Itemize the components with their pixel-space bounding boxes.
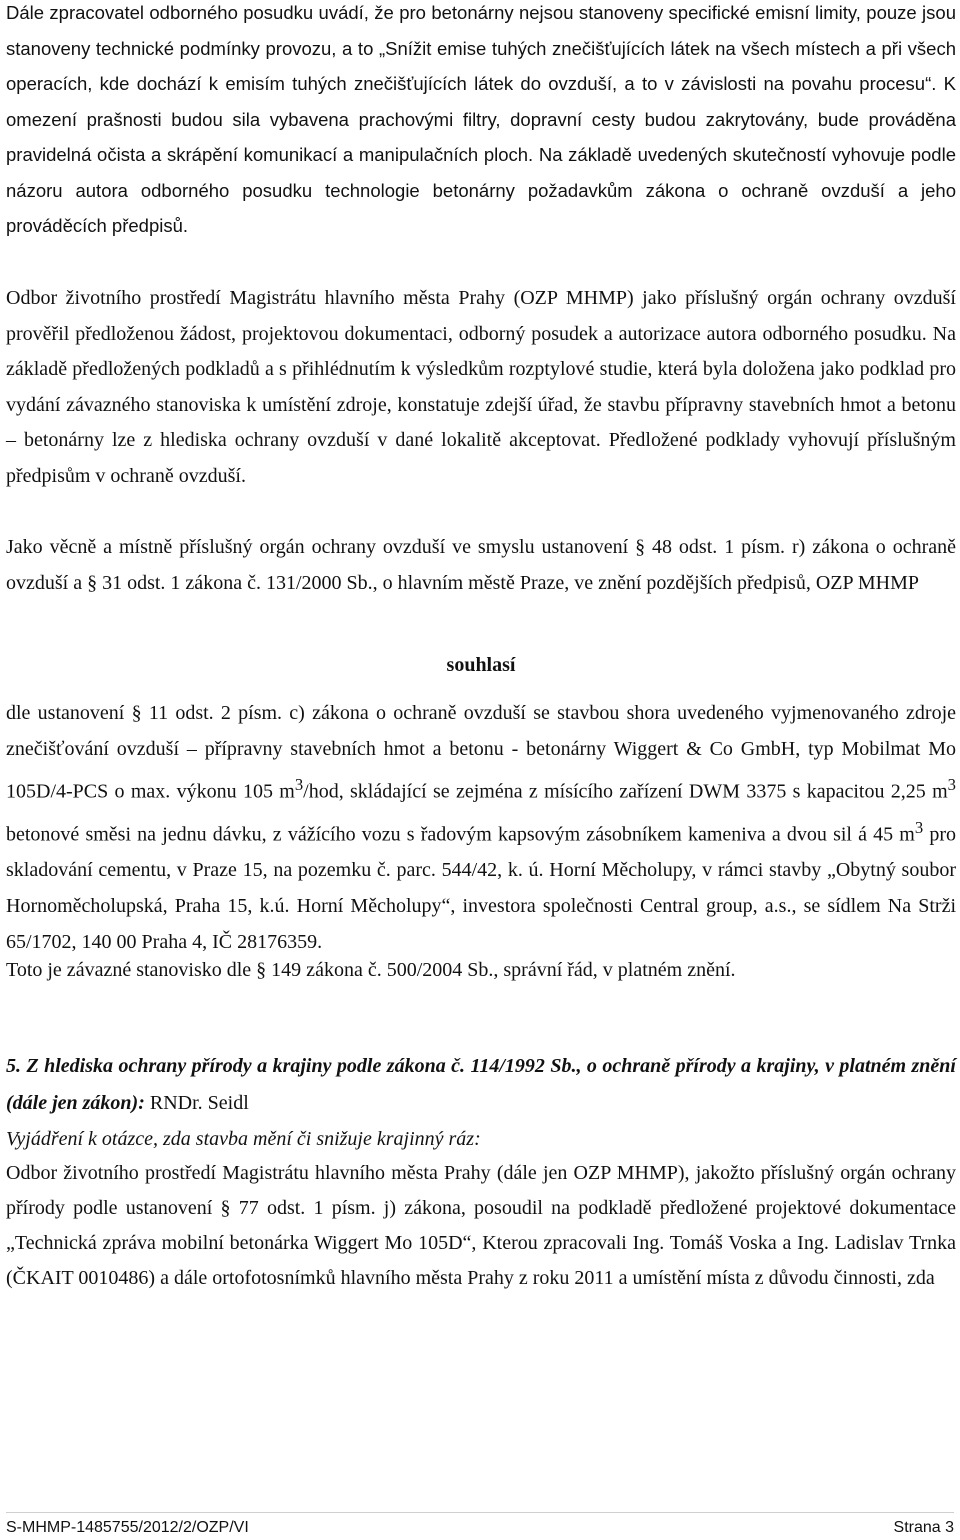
paragraph-binding-opinion: Toto je závazné stanovisko dle § 149 zákona č. 500/2004 Sb., správní řád, v platném znění. bbox=[6, 959, 736, 981]
footer-reference: S-MHMP-1485755/2012/2/OZP/VI bbox=[6, 1519, 249, 1536]
landscape-question: Vyjádření k otázce, zda stavba mění či snižuje krajinný ráz: bbox=[6, 1128, 481, 1150]
paragraph-emission-limits: Dále zpracovatel odborného posudku uvádí, že pro betonárny nejsou stanoveny specifické emisní limity, pouze jsou stanoveny technické podmínky provozu, a to „Snížit emise tuhých znečišťujících látek na všech místech a při všech operacích, kde dochází k emisím tuhých znečišťujících látek do ovzduší, a to v závislosti na povahu procesu“. K omezení prašnosti budou sila vybavena prachovými filtry, dopravní cesty budou zakrytovány, bude prováděna pravidelná očista a skrápění komunikací a manipulačních ploch. Na základě uvedených skutečností vyhovuje podle názoru autora odborného posudku technologie betonárny požadavkům zákona o ochraně ovzduší a jeho prováděcích předpisů. bbox=[6, 2, 956, 236]
superscript-3: 3 bbox=[947, 775, 956, 794]
paragraph-landscape-assessment: Odbor životního prostředí Magistrátu hlavního města Prahy (dále jen OZP MHMP), jakožto příslušný orgán ochrany přírody podle ustanovení § 77 odst. 1 písm. j) zákona, posoudil na podkladě předložené projektové dokumentace „Technická zpráva mobilní betonárka Wiggert Mo 105D“, Kterou zpracovali Ing. Tomáš Voska a Ing. Ladislav Trnka (ČKAIT 0010486) a dále ortofotosnímků hlavního města Prahy z roku 2011 a umístění místa z důvodu činnosti, zda bbox=[6, 1162, 956, 1289]
superscript-3: 3 bbox=[294, 775, 304, 794]
paragraph-competent-authority: Jako věcně a místně příslušný orgán ochrany ovzduší ve smyslu ustanovení § 48 odst. 1 písm. r) zákona o ochraně ovzduší a § 31 odst. 1 zákona č. 131/2000 Sb., o hlavním městě Praze, ve znění pozdějších předpisů, OZP MHMP bbox=[6, 536, 956, 594]
paragraph-consent-details bbox=[6, 695, 956, 960]
decision-heading: souhlasí bbox=[446, 654, 516, 676]
paragraph-ozp-review: Odbor životního prostředí Magistrátu hlavního města Prahy (OZP MHMP) jako příslušný orgán ochrany ovzduší prověřil předloženou žádost, projektovou dokumentaci, odborný posudek a autorizace autora odborného posudku. Na základě předložených podkladů a s přihlédnutím k výsledkům rozptylové studie, která byla doložena jako podklad pro vydání závazného stanoviska k umístění zdroje, konstatuje zdejší úřad, že stavbu přípravny stavebních hmot a betonu – betonárny lze z hlediska ochrany ovzduší v dané lokalitě akceptovat. Předložené podklady vyhovují příslušným předpisům v ochraně ovzduší. bbox=[6, 287, 956, 487]
footer-page-number: Strana 3 bbox=[893, 1519, 954, 1536]
consent-text-part-4: pro skladování cementu, v Praze 15, na pozemku č. parc. 544/42, k. ú. Horní Měcholupy, v rámci stavby „Obytný soubor Hornoměcholupská, Praha 15, k.ú. Horní Měcholupy“, investora společnosti Central group, a.s., se sídlem Na Strži 65/1702, 140 00 Praha 4, IČ 28176359. bbox=[6, 823, 956, 954]
section-5-title: 5. Z hlediska ochrany přírody a krajiny podle zákona č. 114/1992 Sb., o ochraně přírody a krajiny, v platném znění (dále jen zákon): bbox=[6, 1055, 956, 1114]
consent-text-part-3: betonové směsi na jednu dávku, z vážícího vozu s řadovým kapsovým zásobníkem kameniva a dvou sil á 45 m bbox=[6, 823, 915, 846]
section-5-heading bbox=[6, 1048, 956, 1122]
footer-divider bbox=[6, 1512, 954, 1513]
consent-text-part-1: dle ustanovení § 11 odst. 2 písm. c) zákona o ochraně ovzduší se stavbou shora uvedeného vyjmenovaného zdroje znečišťování ovzduší – přípravny stavebních hmot a betonu - betonárny Wiggert & Co GmbH, typ Mobilmat Mo 105D/4-PCS o max. výkonu 105 m bbox=[6, 702, 956, 803]
consent-text-part-2: /hod, skládající se zejména z mísícího zařízení DWM 3375 s kapacitou 2,25 m bbox=[303, 780, 948, 803]
superscript-3: 3 bbox=[914, 817, 924, 837]
section-5-author: RNDr. Seidl bbox=[144, 1092, 249, 1114]
